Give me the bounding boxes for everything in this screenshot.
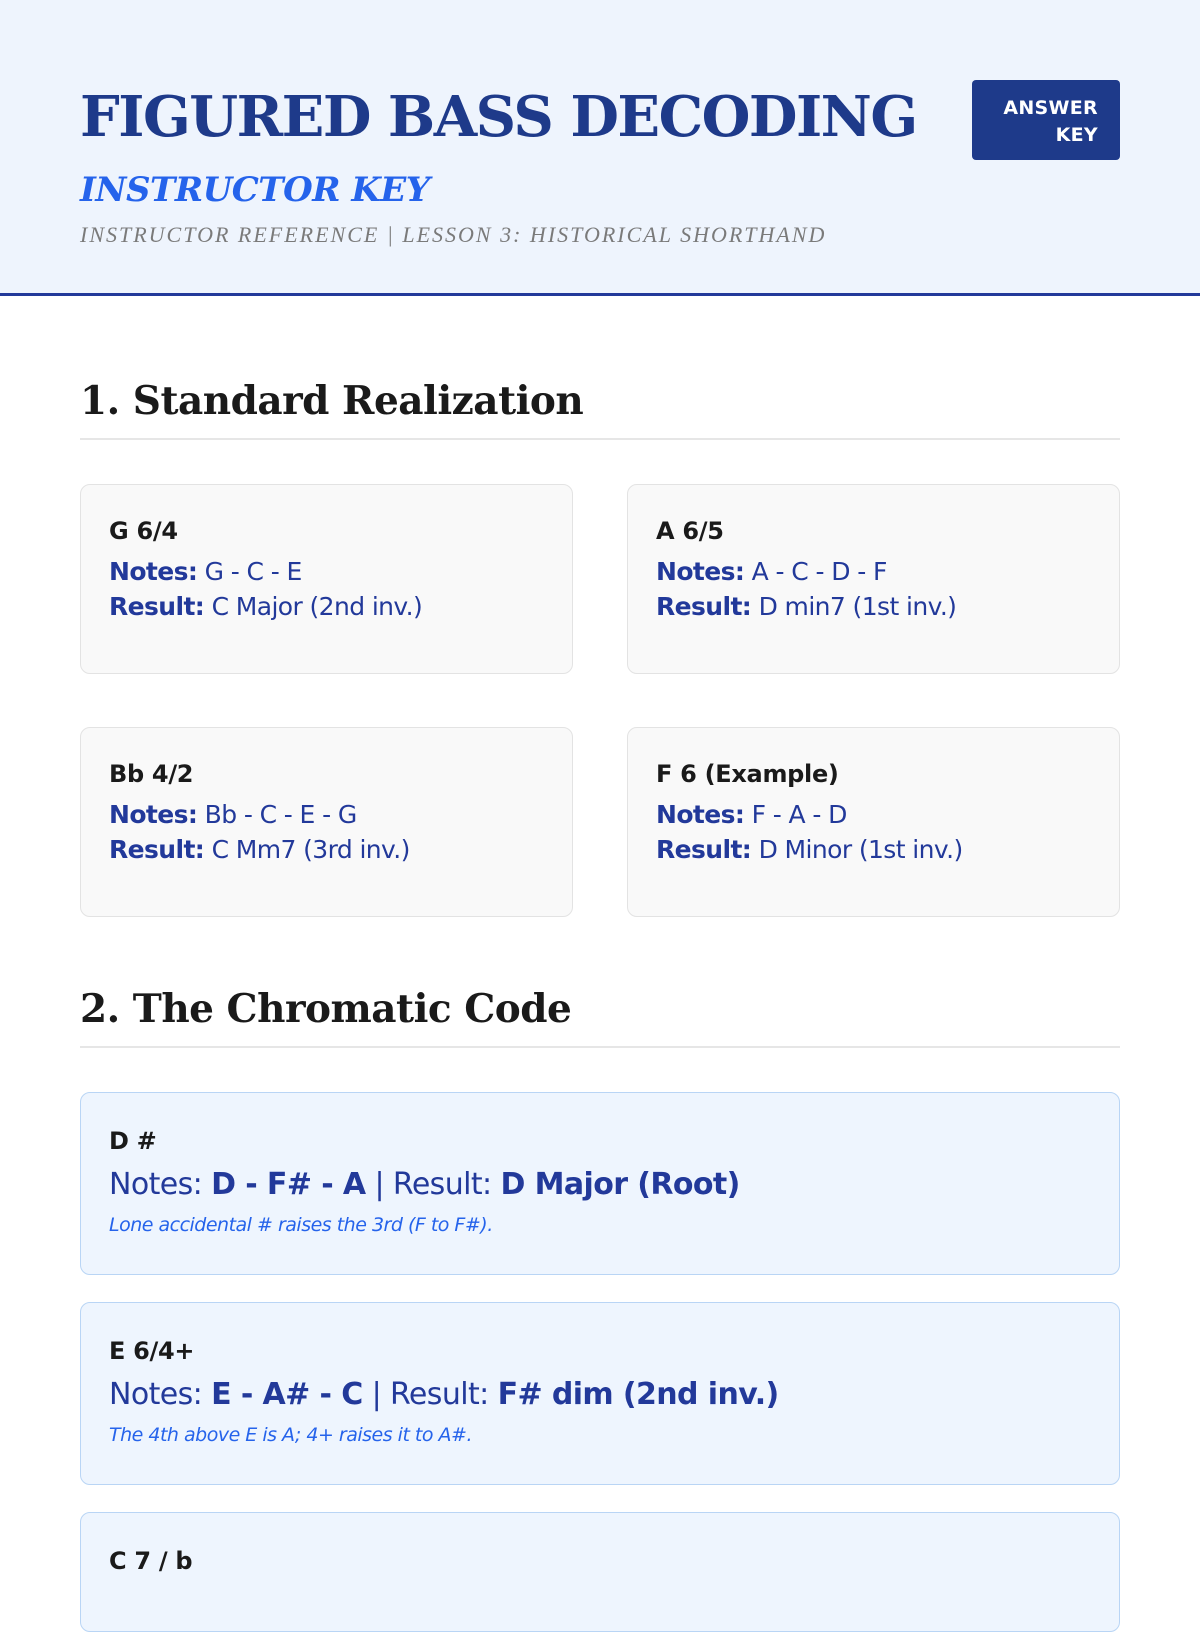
realization-card	[627, 484, 1120, 674]
answer-separator: |	[365, 1167, 393, 1202]
chromatic-answer	[109, 1377, 1119, 1412]
card-result	[109, 835, 572, 864]
chromatic-explanation: Lone accidental # raises the 3rd (F to F#).	[109, 1214, 493, 1236]
answer-key-badge	[972, 80, 1120, 160]
card-figure: F 6 (Example)	[656, 760, 839, 788]
card-notes	[656, 557, 1119, 586]
notes-value: F - A - D	[751, 800, 847, 829]
card-result	[656, 592, 1119, 621]
result-label: Result:	[109, 835, 205, 864]
section-title-standard-realization: 1. Standard Realization	[80, 378, 1120, 440]
notes-label: Notes:	[656, 800, 745, 829]
answer-separator: |	[362, 1377, 391, 1412]
card-notes	[109, 800, 572, 829]
card-result	[656, 835, 1119, 864]
chromatic-card	[80, 1092, 1120, 1275]
card-figure: A 6/5	[656, 517, 724, 545]
chromatic-card	[80, 1302, 1120, 1485]
result-value: D Major (Root)	[500, 1167, 740, 1202]
realization-card	[80, 484, 573, 674]
result-label: Result:	[656, 592, 752, 621]
notes-value: G - C - E	[204, 557, 302, 586]
notes-value: A - C - D - F	[751, 557, 887, 586]
chromatic-answer	[109, 1167, 1119, 1202]
result-label: Result:	[109, 592, 205, 621]
notes-label: Notes:	[109, 557, 198, 586]
result-value: D min7 (1st inv.)	[758, 592, 957, 621]
page-subtitle: INSTRUCTOR KEY	[80, 170, 430, 210]
notes-value: D - F# - A	[211, 1167, 366, 1202]
card-result	[109, 592, 572, 621]
card-figure: Bb 4/2	[109, 760, 194, 788]
page-title: FIGURED BASS DECODING	[80, 84, 917, 150]
page-header	[0, 0, 1200, 296]
card-notes	[656, 800, 1119, 829]
result-label: Result:	[392, 1167, 501, 1202]
realization-card	[627, 727, 1120, 917]
chromatic-card	[80, 1512, 1120, 1632]
notes-label: Notes:	[109, 1167, 212, 1202]
result-value: F# dim (2nd inv.)	[497, 1377, 779, 1412]
section-title-chromatic-code: 2. The Chromatic Code	[80, 986, 1120, 1048]
notes-label: Notes:	[656, 557, 745, 586]
result-label: Result:	[390, 1377, 498, 1412]
badge-line-1: ANSWER	[1003, 97, 1098, 119]
notes-label: Notes:	[109, 1377, 212, 1412]
chromatic-figure: D #	[109, 1127, 157, 1155]
badge-line-2: KEY	[1055, 124, 1098, 146]
chromatic-figure: C 7 / b	[109, 1547, 193, 1575]
card-figure: G 6/4	[109, 517, 178, 545]
result-value: C Mm7 (3rd inv.)	[211, 835, 410, 864]
result-value: C Major (2nd inv.)	[211, 592, 423, 621]
card-notes	[109, 557, 572, 586]
result-label: Result:	[656, 835, 752, 864]
notes-value: Bb - C - E - G	[204, 800, 357, 829]
chromatic-explanation: The 4th above E is A; 4+ raises it to A#.	[109, 1424, 472, 1446]
chromatic-figure: E 6/4+	[109, 1337, 195, 1365]
notes-label: Notes:	[109, 800, 198, 829]
result-value: D Minor (1st inv.)	[758, 835, 963, 864]
notes-value: E - A# - C	[211, 1377, 363, 1412]
realization-card	[80, 727, 573, 917]
lesson-reference: INSTRUCTOR REFERENCE | LESSON 3: HISTORICAL SHORTHAND	[80, 222, 827, 247]
